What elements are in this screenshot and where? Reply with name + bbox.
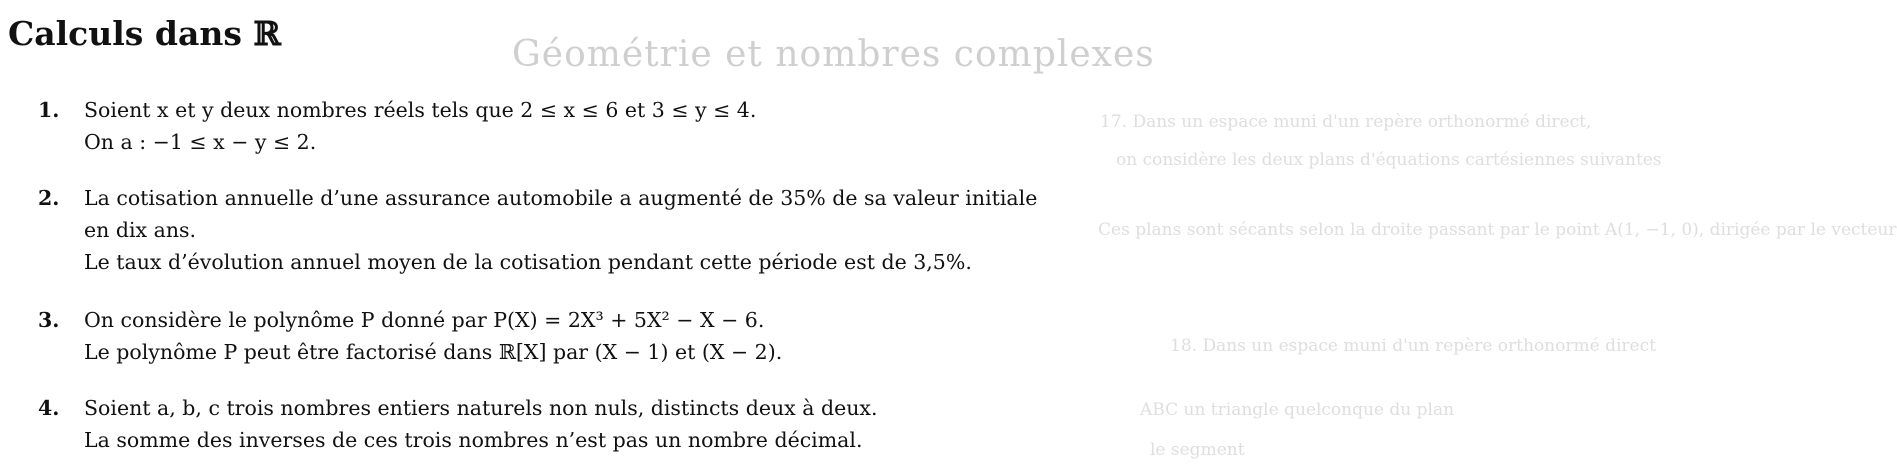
exercise-item-4 xyxy=(38,392,1253,456)
item-line: On considère le polynôme P donné par P(X) = 2X³ + 5X² − X − 6. xyxy=(84,308,765,332)
background-fragment: ABC un triangle quelconque du plan xyxy=(1140,400,1455,420)
background-heading: Géométrie et nombres complexes xyxy=(512,34,1155,75)
background-fragment: on considère les deux plans d'équations cartésiennes suivantes xyxy=(1116,150,1662,170)
page-title: Calculs dans ℝ xyxy=(8,14,281,53)
background-fragment: Ces plans sont sécants selon la droite passant par le point A(1, −1, 0), dirigée par le vecteur xyxy=(1098,220,1897,240)
exercise-item-2 xyxy=(38,182,1253,278)
item-number: 1. xyxy=(38,98,60,122)
item-number: 4. xyxy=(38,396,60,420)
item-body xyxy=(84,182,1253,278)
background-fragment: 17. Dans un espace muni d'un repère orthonormé direct, xyxy=(1100,112,1592,132)
background-fragment: 18. Dans un espace muni d'un repère orthonormé direct xyxy=(1170,336,1656,356)
item-line: La cotisation annuelle d’une assurance automobile a augmenté de 35% de sa valeur initiale xyxy=(84,186,1038,210)
item-body xyxy=(84,94,1253,158)
item-line: Le polynôme P peut être factorisé dans ℝ[X] par (X − 1) et (X − 2). xyxy=(84,340,783,364)
exercise-item-3 xyxy=(38,304,1253,368)
item-line: en dix ans. xyxy=(84,218,197,242)
item-line: Le taux d’évolution annuel moyen de la cotisation pendant cette période est de 3,5%. xyxy=(84,250,972,274)
exercise-item-1 xyxy=(38,94,1253,158)
item-line: La somme des inverses de ces trois nombres n’est pas un nombre décimal. xyxy=(84,428,863,452)
item-body xyxy=(84,304,1253,368)
item-number: 2. xyxy=(38,186,60,210)
background-fragment: le segment xyxy=(1150,440,1245,460)
item-line: Soient a, b, c trois nombres entiers naturels non nuls, distincts deux à deux. xyxy=(84,396,878,420)
item-number: 3. xyxy=(38,308,60,332)
item-line: On a : −1 ≤ x − y ≤ 2. xyxy=(84,130,317,154)
item-line: Soient x et y deux nombres réels tels que 2 ≤ x ≤ 6 et 3 ≤ y ≤ 4. xyxy=(84,98,757,122)
item-body xyxy=(84,392,1253,456)
